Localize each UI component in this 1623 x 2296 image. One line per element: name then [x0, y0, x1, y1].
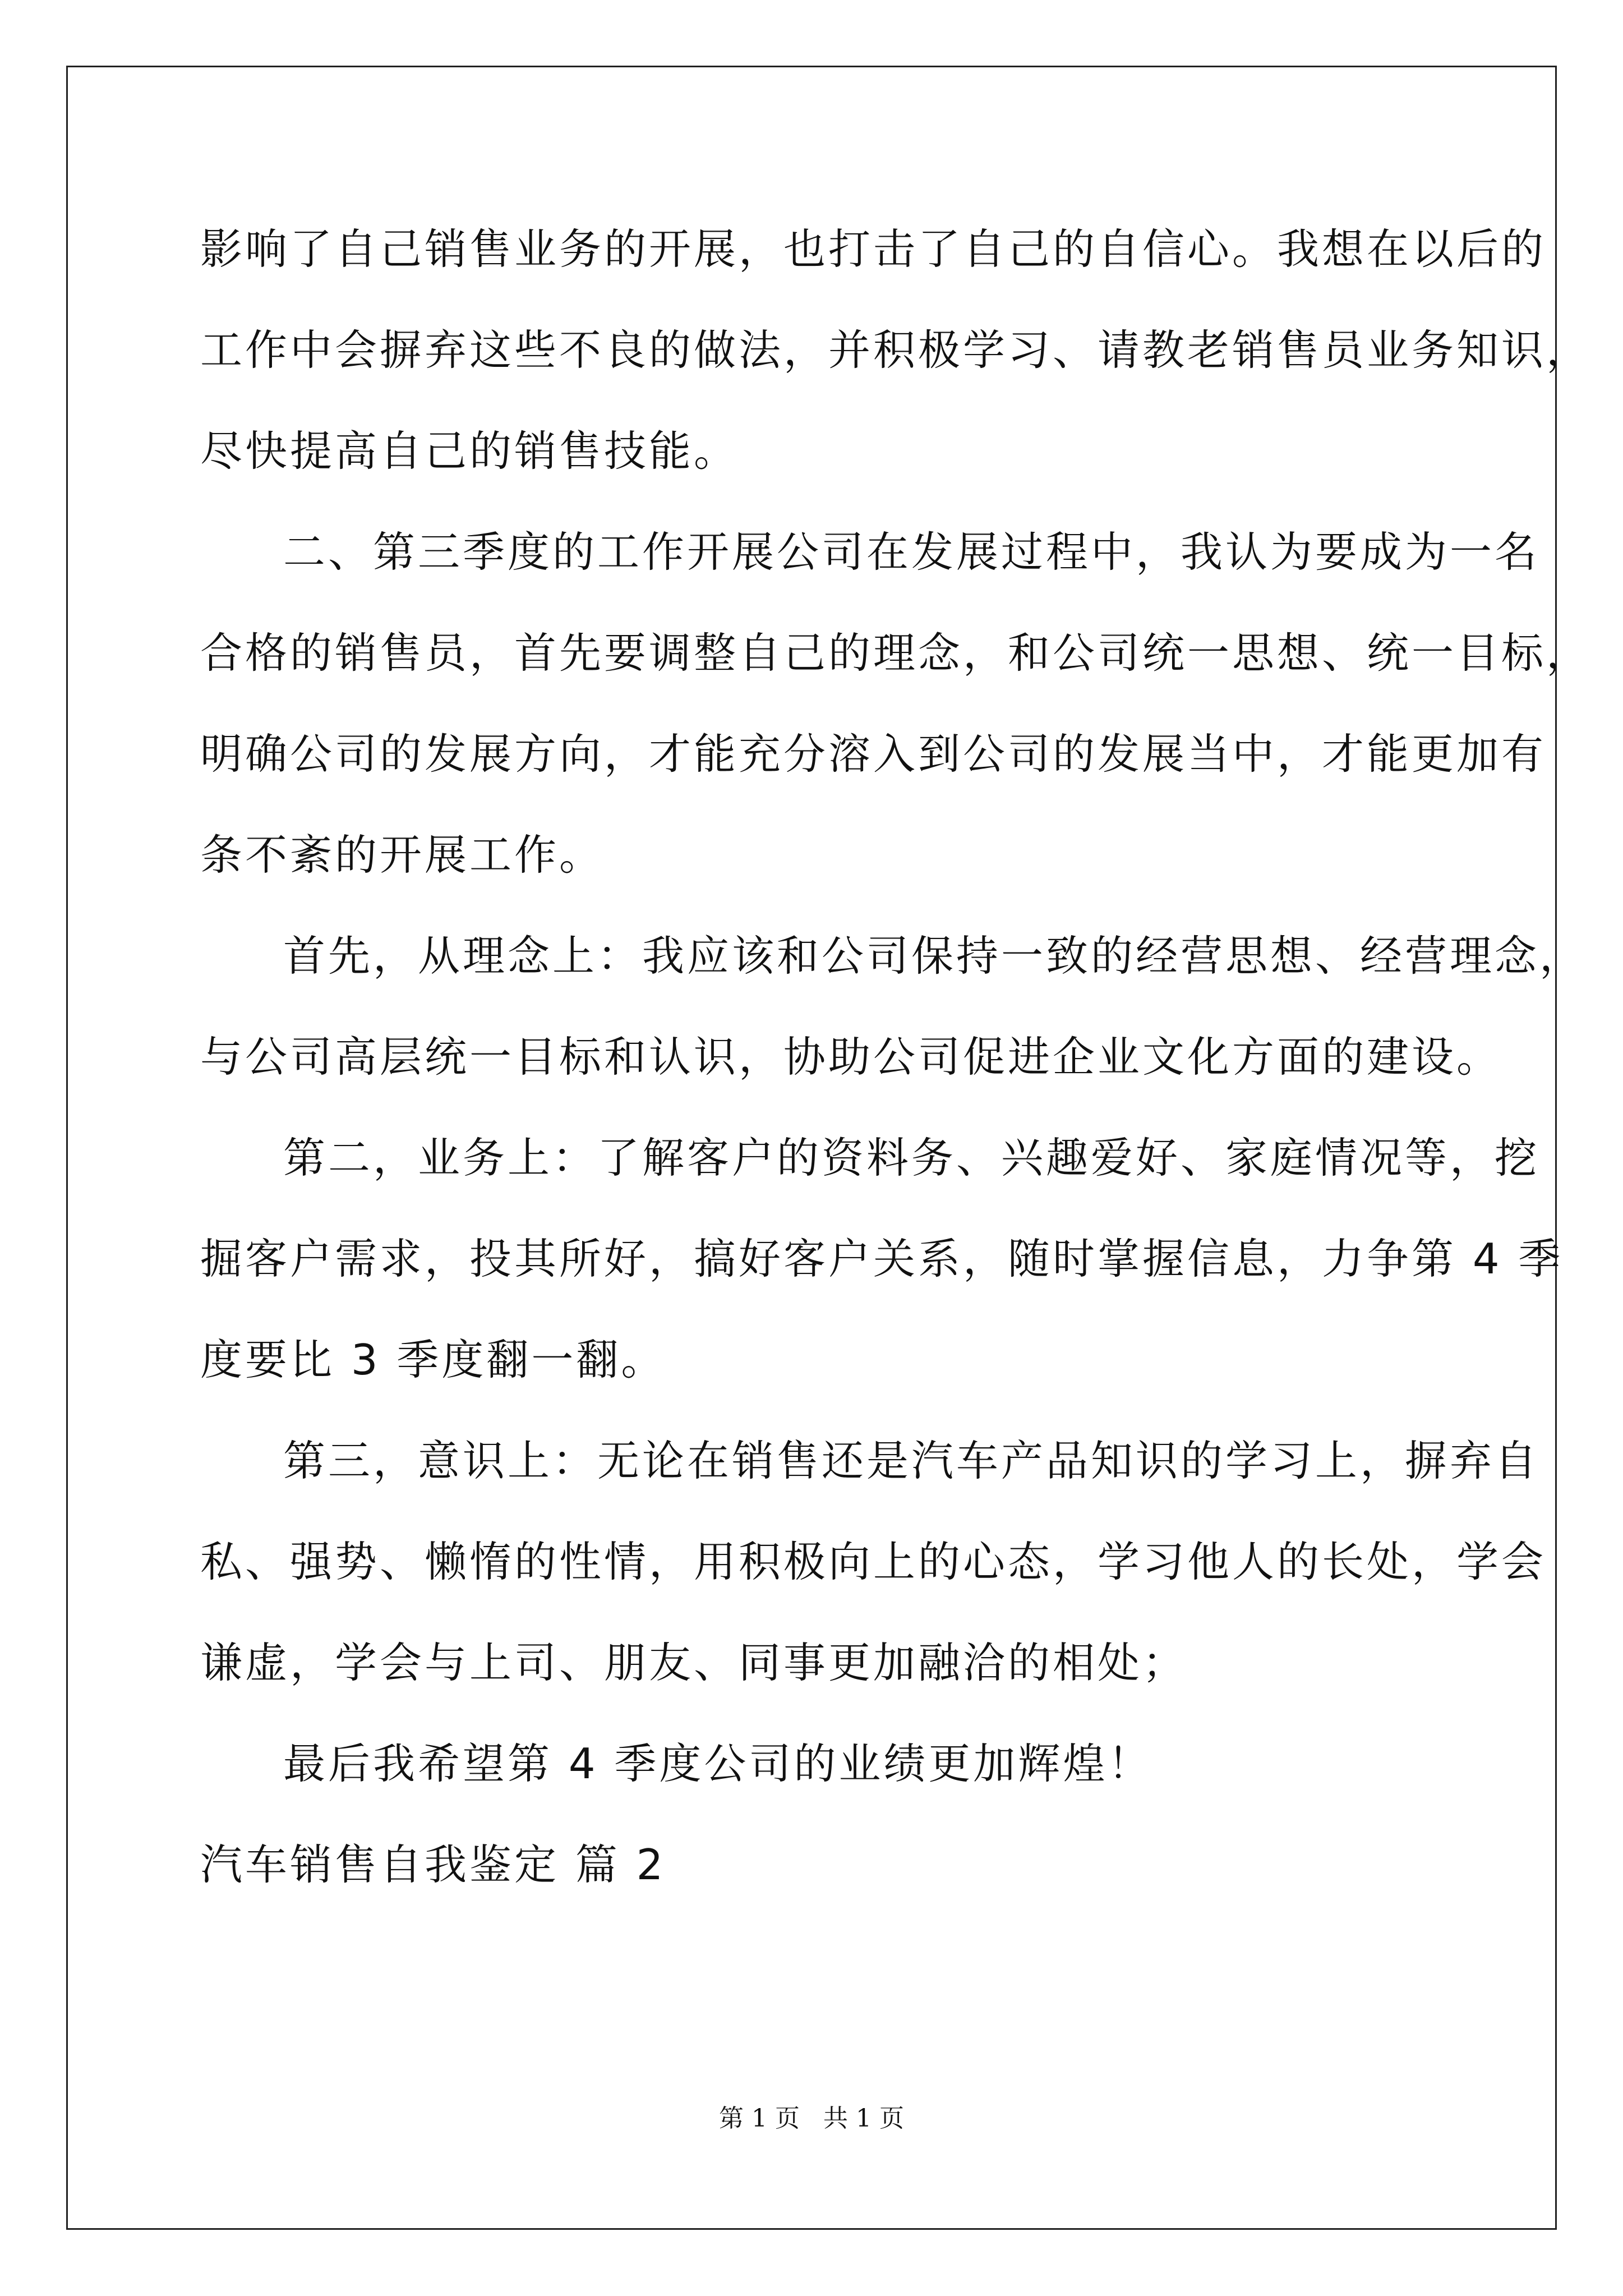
paragraph-first-line: 第二，业务上：了解客户的资料务、兴趣爱好、家庭情况等，挖	[283, 1133, 1540, 1182]
body-text-line: 谦虚，学会与上司、朋友、同事更加融洽的相处；	[200, 1638, 1188, 1687]
body-text-line: 尽快提高自己的销售技能。	[200, 426, 739, 476]
section-title: 汽车销售自我鉴定 篇 2	[200, 1840, 666, 1889]
body-text-line: 工作中会摒弃这些不良的做法，并积极学习、请教老销售员业务知识，	[200, 325, 1592, 375]
body-text-line: 影响了自己销售业务的开展，也打击了自己的自信心。我想在以后的	[200, 224, 1547, 274]
body-text-line: 度要比 3 季度翻一翻。	[200, 1335, 666, 1384]
section-heading-line: 二、第三季度的工作开展公司在发展过程中，我认为要成为一名	[283, 527, 1540, 577]
page-footer: 第 1 页 共 1 页	[719, 2104, 904, 2133]
body-text-line: 条不紊的开展工作。	[200, 830, 605, 880]
paragraph-first-line: 首先，从理念上：我应该和公司保持一致的经营思想、经营理念，	[283, 931, 1585, 981]
body-text-line: 明确公司的发展方向，才能充分溶入到公司的发展当中，才能更加有	[200, 729, 1547, 779]
body-text-line: 掘客户需求，投其所好，搞好客户关系，随时掌握信息，力争第 4 季	[200, 1234, 1564, 1283]
paragraph-first-line: 第三，意识上：无论在销售还是汽车产品知识的学习上，摒弃自	[283, 1436, 1540, 1485]
body-text-line: 与公司高层统一目标和认识，协助公司促进企业文化方面的建设。	[200, 1032, 1502, 1082]
body-text-line: 私、强势、懒惰的性情，用积极向上的心态，学习他人的长处，学会	[200, 1537, 1547, 1586]
paragraph-first-line: 最后我希望第 4 季度公司的业绩更加辉煌！	[283, 1739, 1153, 1788]
body-text-line: 合格的销售员，首先要调整自己的理念，和公司统一思想、统一目标，	[200, 628, 1592, 678]
